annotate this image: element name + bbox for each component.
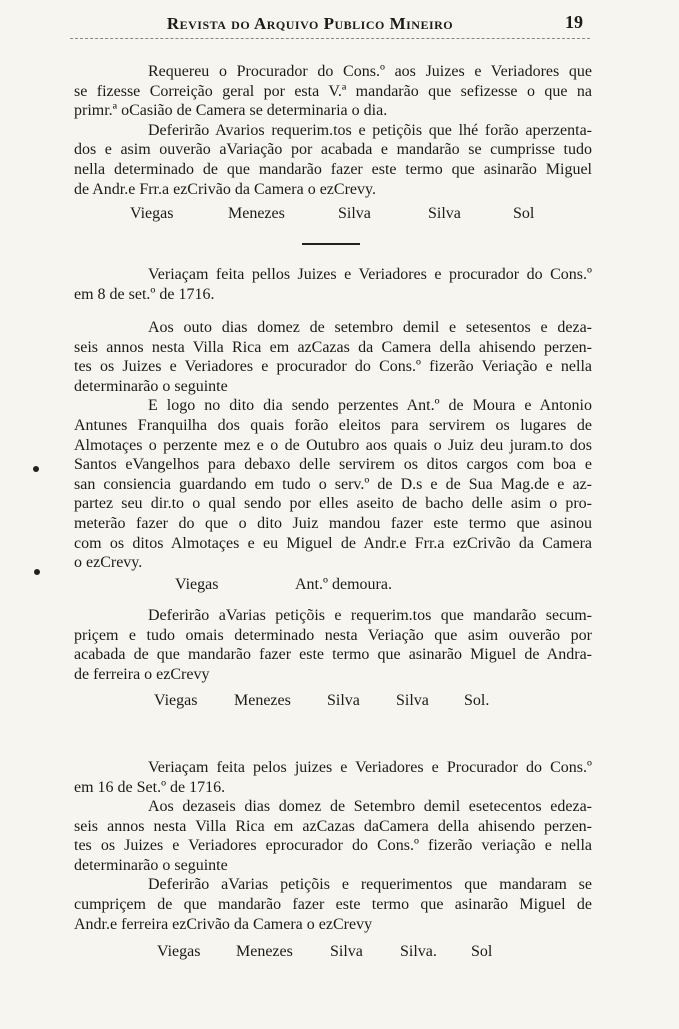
page-number: 19 xyxy=(565,12,583,32)
heading-line: em 8 de set.º de 1716. xyxy=(74,285,215,303)
margin-bullet-mark xyxy=(33,466,39,472)
text-line: Requereu o Procurador do Cons.º aos Juizes e Veriadores que xyxy=(148,63,592,80)
signature: Sol xyxy=(513,205,535,222)
signature: Menezes xyxy=(236,943,293,960)
signature: Sol. xyxy=(464,692,490,709)
text-line: E logo no dito dia sendo perzentes Ant.º de Moura e Antonio xyxy=(148,397,592,415)
text-line: Almotaçes o perzente mez e o de Outubro aos quais o Juiz deu juram.to dos xyxy=(74,436,592,454)
signature: Sol xyxy=(471,943,493,960)
signature: Ant.º demoura. xyxy=(295,576,392,593)
signature: Silva. xyxy=(400,943,437,960)
paragraph-session-16 xyxy=(74,797,592,934)
section-divider xyxy=(302,243,360,245)
text-line: nella determinado de que mandarão fazer este termo que asinarão Miguel xyxy=(74,160,592,178)
text-line: com os ditos Almotaçes e eu Miguel de Andr.e Frr.a ezCrivão da Camera xyxy=(74,534,592,552)
text-line: de Andr.e Frr.a ezCrivão da Camera o ezCrevy. xyxy=(74,180,376,198)
paragraph-deferimento xyxy=(74,606,592,684)
session-heading xyxy=(74,758,592,797)
margin-bullet-mark xyxy=(34,569,40,575)
running-title: Revista do Arquivo Publico Mineiro xyxy=(166,14,454,33)
text-line: cumpriçem de que mandarão fazer este termo que asinarão Miguel de xyxy=(74,895,592,913)
signature-row xyxy=(0,205,679,225)
signature: Silva xyxy=(330,943,363,960)
text-line: Andr.e ferreira ezCrivão da Camera o ezCrevy xyxy=(74,915,373,933)
text-line: dos e asim ouverão aVariação por acabada e mandarão se cumprisse tudo xyxy=(74,141,592,159)
text-line: determinarão o seguinte xyxy=(74,377,228,395)
text-line: san consiencia guardando em tudo o serv.º de D.s e de Sua Mag.de e az- xyxy=(74,475,592,493)
paragraph-session-8 xyxy=(74,318,592,573)
signature: Silva xyxy=(338,205,371,222)
signature: Silva xyxy=(327,692,360,709)
session-heading xyxy=(74,265,592,304)
text-line: priçem e tudo omais determinado nesta Veriação que asim ouverão por xyxy=(74,626,592,644)
text-line: Deferirão Avarios requerim.tos e petiçõis que lhé forão aperzenta- xyxy=(148,121,592,139)
signature: Viegas xyxy=(130,205,174,222)
text-line: seis annos nesta Villa Rica em azCazas da Camera della ahisendo perzen- xyxy=(74,338,592,356)
heading-line: Veriaçam feita pelos juizes e Veriadores e Procurador do Cons.º xyxy=(148,759,592,776)
signature: Silva xyxy=(428,205,461,222)
signature: Menezes xyxy=(228,205,285,222)
text-line: Deferirão aVarias petiçõis e requerimentos que mandaram se xyxy=(148,876,592,894)
signature: Viegas xyxy=(157,943,201,960)
text-line: meterão fazer do que o dito Juiz mandou fazer este termo que asinou xyxy=(74,514,592,532)
text-line: Deferirão aVarias petiçõis e requerim.tos que mandarão secum- xyxy=(148,607,592,624)
text-line: se fizesse Correição geral por esta V.ª mandarão que sefizesse o que na xyxy=(74,82,592,100)
text-line: o ezCrevy. xyxy=(74,554,143,572)
text-line: de ferreira o ezCrevy xyxy=(74,665,210,683)
text-line: Aos dezaseis dias domez de Setembro demil esetecentos edeza- xyxy=(148,798,592,815)
heading-line: Veriaçam feita pellos Juizes e Veriadores e procurador do Cons.º xyxy=(148,266,592,283)
signature: Menezes xyxy=(234,692,291,709)
paragraph-requerimento xyxy=(74,62,592,199)
text-line: acabada de que mandarão fazer este termo que asinarão Miguel de Andra- xyxy=(74,646,592,664)
signature: Viegas xyxy=(154,692,198,709)
text-line: primr.ª oCasião de Camera se determinaria o dia. xyxy=(74,102,388,120)
text-line: tes os Juizes e Veriadores e procurador do Cons.º fizerão Veriação e nella xyxy=(74,358,592,376)
signature-row xyxy=(0,576,679,596)
header-rule xyxy=(70,38,590,39)
text-line: seis annos nesta Villa Rica em azCazas daCamera della ahisendo perzen- xyxy=(74,817,592,835)
signature: Viegas xyxy=(175,576,219,593)
text-line: Aos outo dias domez de setembro demil e setesentos e deza- xyxy=(148,319,592,336)
signature-row xyxy=(0,692,679,712)
text-line: Santos eVangelhos para debaxo delle servirem os ditos cargos com boa e xyxy=(74,456,592,474)
text-line: tes os Juizes e Veriadores eprocurador do Cons.º fizerão veriação e nella xyxy=(74,837,592,855)
text-line: partez seu dir.to o qual sendo por elles aseito de bacho delle asim o pro- xyxy=(74,495,592,513)
heading-line: em 16 de Set.º de 1716. xyxy=(74,778,226,796)
signature: Silva xyxy=(396,692,429,709)
signature-row xyxy=(0,943,679,963)
text-line: determinarão o seguinte xyxy=(74,856,228,874)
text-line: Antunes Franquilha dos quais forão eleitos para servirem os lugares de xyxy=(74,416,592,434)
